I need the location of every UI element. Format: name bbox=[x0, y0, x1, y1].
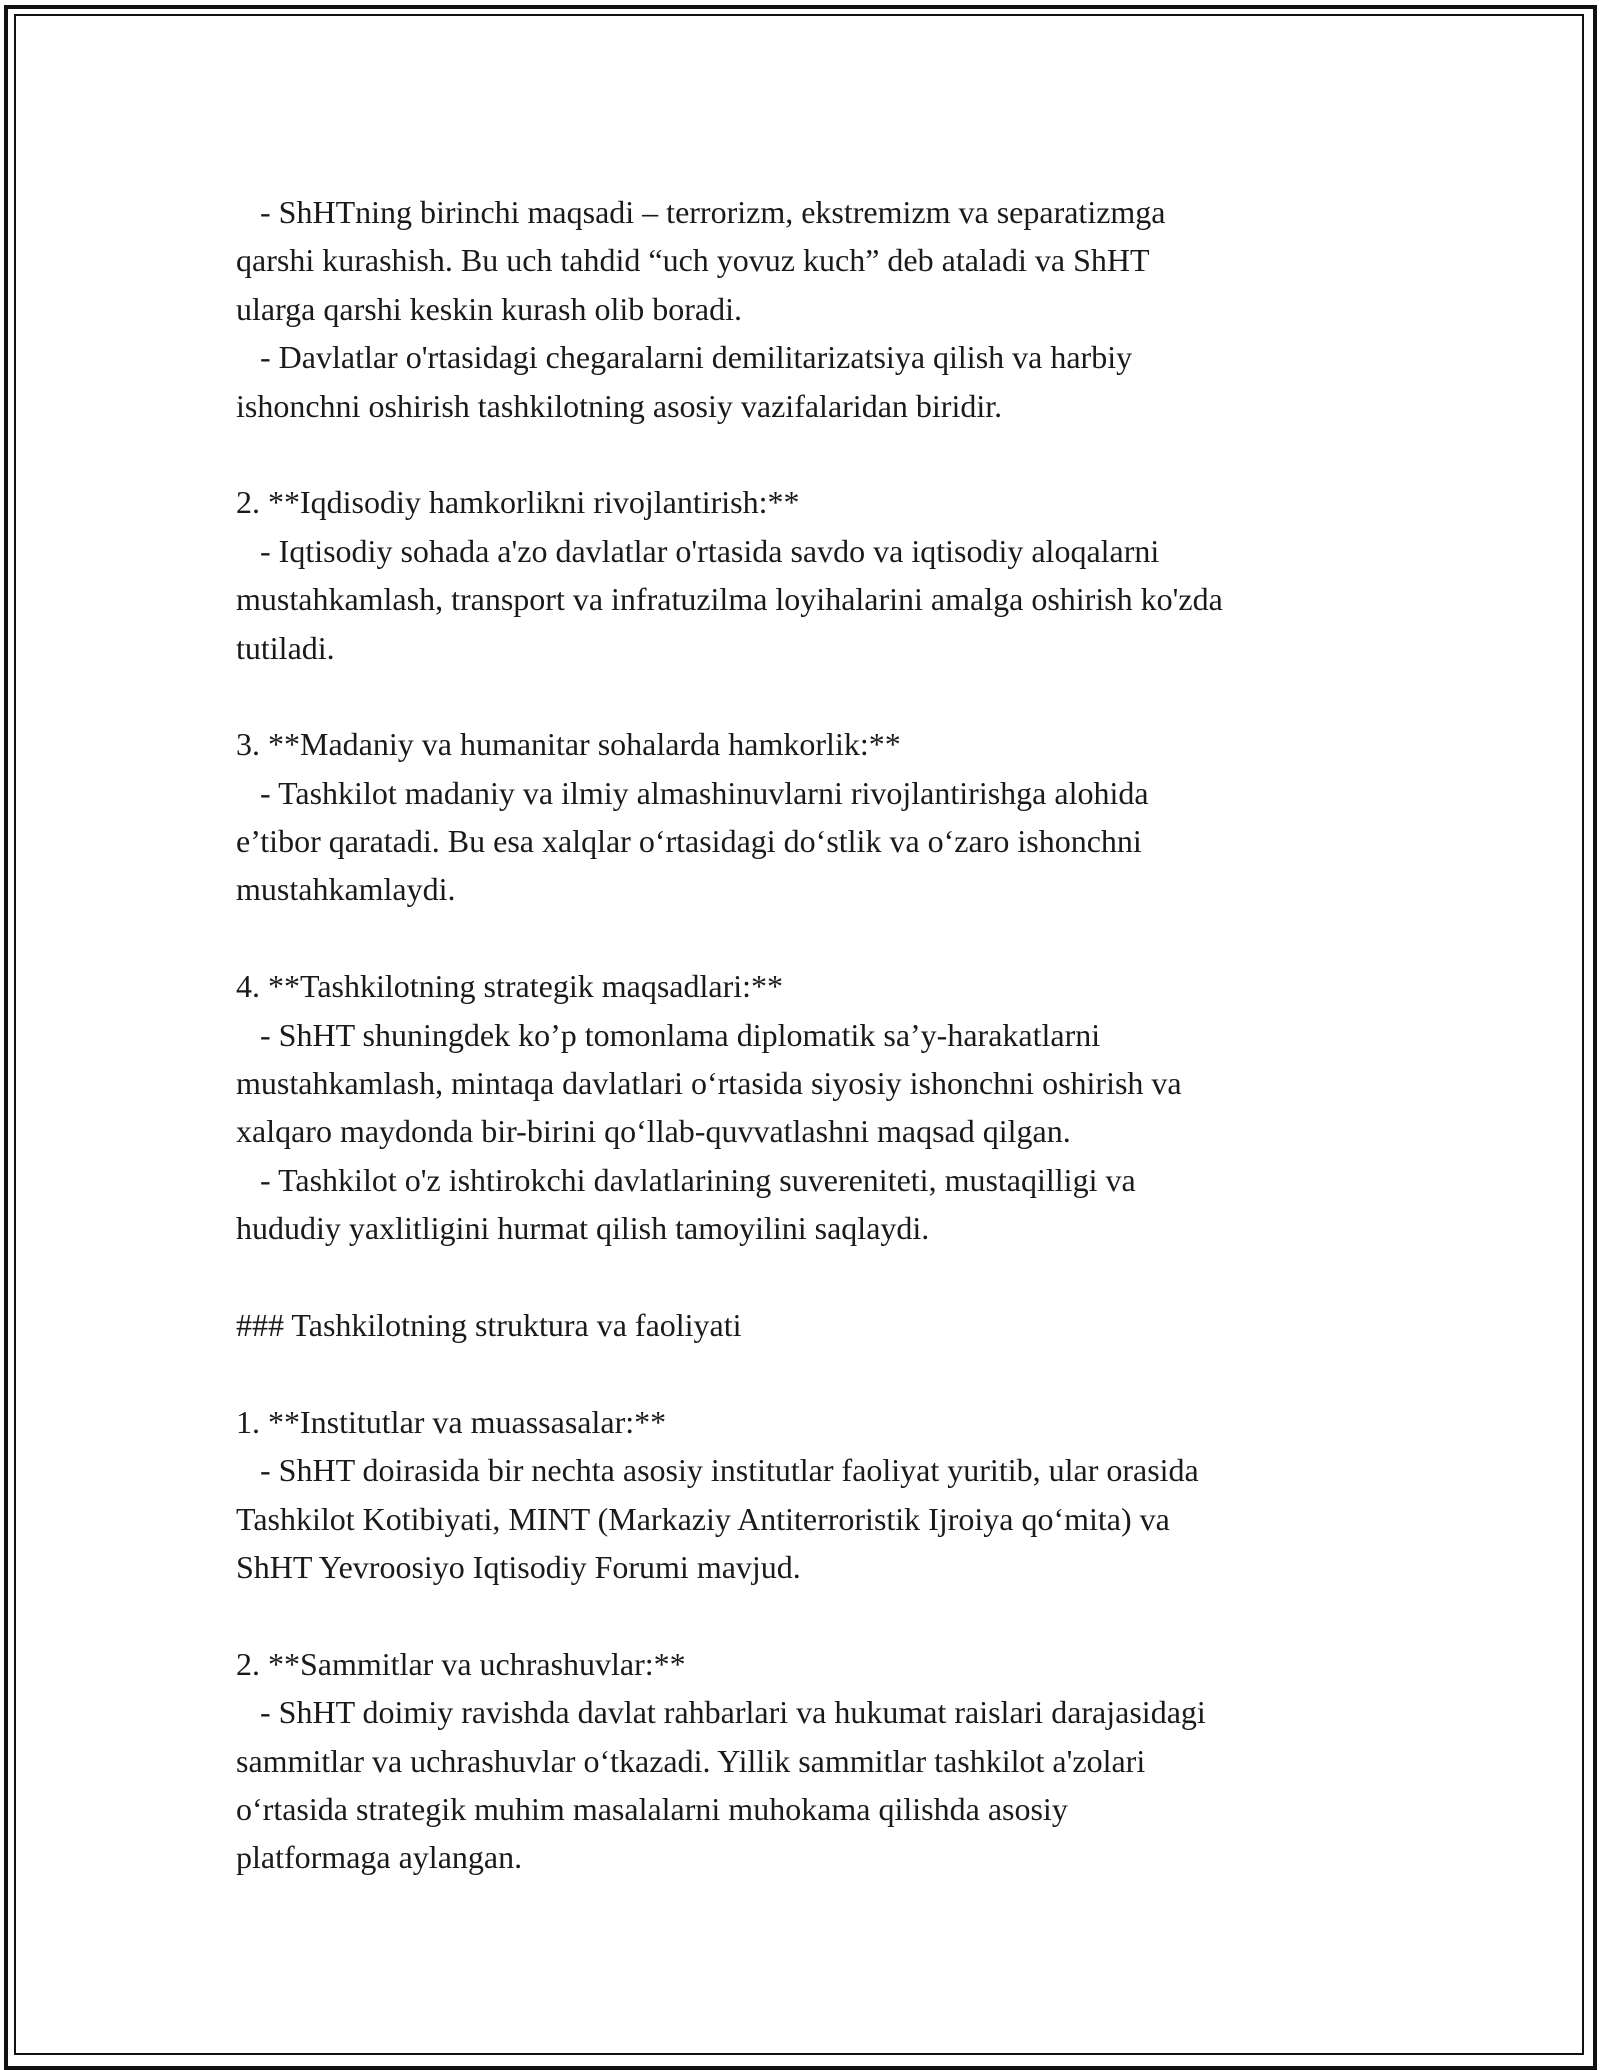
text-line: platformaga aylangan. bbox=[236, 1839, 523, 1876]
blank-line bbox=[236, 914, 1406, 962]
text-line: ishonchni oshirish tashkilotning asosiy vazifalaridan biridir. bbox=[236, 387, 1003, 424]
text-line: Tashkilot Kotibiyati, MINT (Markaziy Antiterroristik Ijroiya qoʻmita) va bbox=[236, 1500, 1170, 1537]
section-heading: 2. **Sammitlar va uchrashuvlar:** bbox=[236, 1645, 686, 1682]
blank-line bbox=[236, 1349, 1406, 1397]
text-line: - Iqtisodiy sohada a'zo davlatlar o'rtasida savdo va iqtisodiy aloqalarni bbox=[236, 532, 1160, 569]
section-heading: 1. **Institutlar va muassasalar:** bbox=[236, 1403, 667, 1440]
text-line: oʻrtasida strategik muhim masalalarni muhokama qilishda asosiy bbox=[236, 1790, 1068, 1827]
text-line: - ShHT shuningdek ko’p tomonlama diplomatik sa’y-harakatlarni bbox=[236, 1016, 1101, 1053]
text-line: hududiy yaxlitligini hurmat qilish tamoyilini saqlaydi. bbox=[236, 1210, 930, 1247]
text-line: - ShHTning birinchi maqsadi – terrorizm, ekstremizm va separatizmga bbox=[236, 194, 1166, 230]
text-line: - Tashkilot madaniy va ilmiy almashinuvlarni rivojlantirishga alohida bbox=[236, 774, 1149, 811]
text-line: e’tibor qaratadi. Bu esa xalqlar oʻrtasidagi doʻstlik va oʻzaro ishonchni bbox=[236, 823, 1142, 860]
text-line: - Davlatlar o'rtasidagi chegaralarni demilitarizatsiya qilish va harbiy bbox=[236, 339, 1133, 376]
section-heading: 3. **Madaniy va humanitar sohalarda hamkorlik:** bbox=[236, 726, 901, 763]
text-line: - ShHT doirasida bir nechta asosiy institutlar faoliyat yuritib, ular orasida bbox=[236, 1452, 1199, 1489]
text-line: mustahkamlaydi. bbox=[236, 871, 456, 908]
text-line: qarshi kurashish. Bu uch tahdid “uch yovuz kuch” deb ataladi va ShHT bbox=[236, 242, 1150, 279]
text-line: tutiladi. bbox=[236, 629, 335, 666]
text-line: ularga qarshi keskin kurash olib boradi. bbox=[236, 290, 742, 327]
text-line: mustahkamlash, mintaqa davlatlari oʻrtasida siyosiy ishonchni oshirish va bbox=[236, 1065, 1182, 1102]
subsection-heading: ### Tashkilotning struktura va faoliyati bbox=[236, 1306, 742, 1343]
text-line: - ShHT doimiy ravishda davlat rahbarlari va hukumat raislari darajasidagi bbox=[236, 1694, 1206, 1731]
text-line: xalqaro maydonda bir-birini qoʻllab-quvvatlashni maqsad qilgan. bbox=[236, 1113, 1071, 1150]
blank-line bbox=[236, 1591, 1406, 1639]
section-heading: 4. **Tashkilotning strategik maqsadlari:** bbox=[236, 968, 783, 1005]
section-heading: 2. **Iqdisodiy hamkorlikni rivojlantirish:** bbox=[236, 484, 800, 521]
text-line: sammitlar va uchrashuvlar oʻtkazadi. Yillik sammitlar tashkilot a'zolari bbox=[236, 1742, 1146, 1779]
blank-line bbox=[236, 430, 1406, 478]
blank-line bbox=[236, 672, 1406, 720]
text-line: ShHT Yevroosiyo Iqtisodiy Forumi mavjud. bbox=[236, 1548, 801, 1585]
blank-line bbox=[236, 1253, 1406, 1301]
text-line: mustahkamlash, transport va infratuzilma loyihalarini amalga oshirish ko'zda bbox=[236, 581, 1223, 618]
document-body bbox=[236, 188, 1406, 1882]
text-line: - Tashkilot o'z ishtirokchi davlatlarining suvereniteti, mustaqilligi va bbox=[236, 1161, 1136, 1198]
